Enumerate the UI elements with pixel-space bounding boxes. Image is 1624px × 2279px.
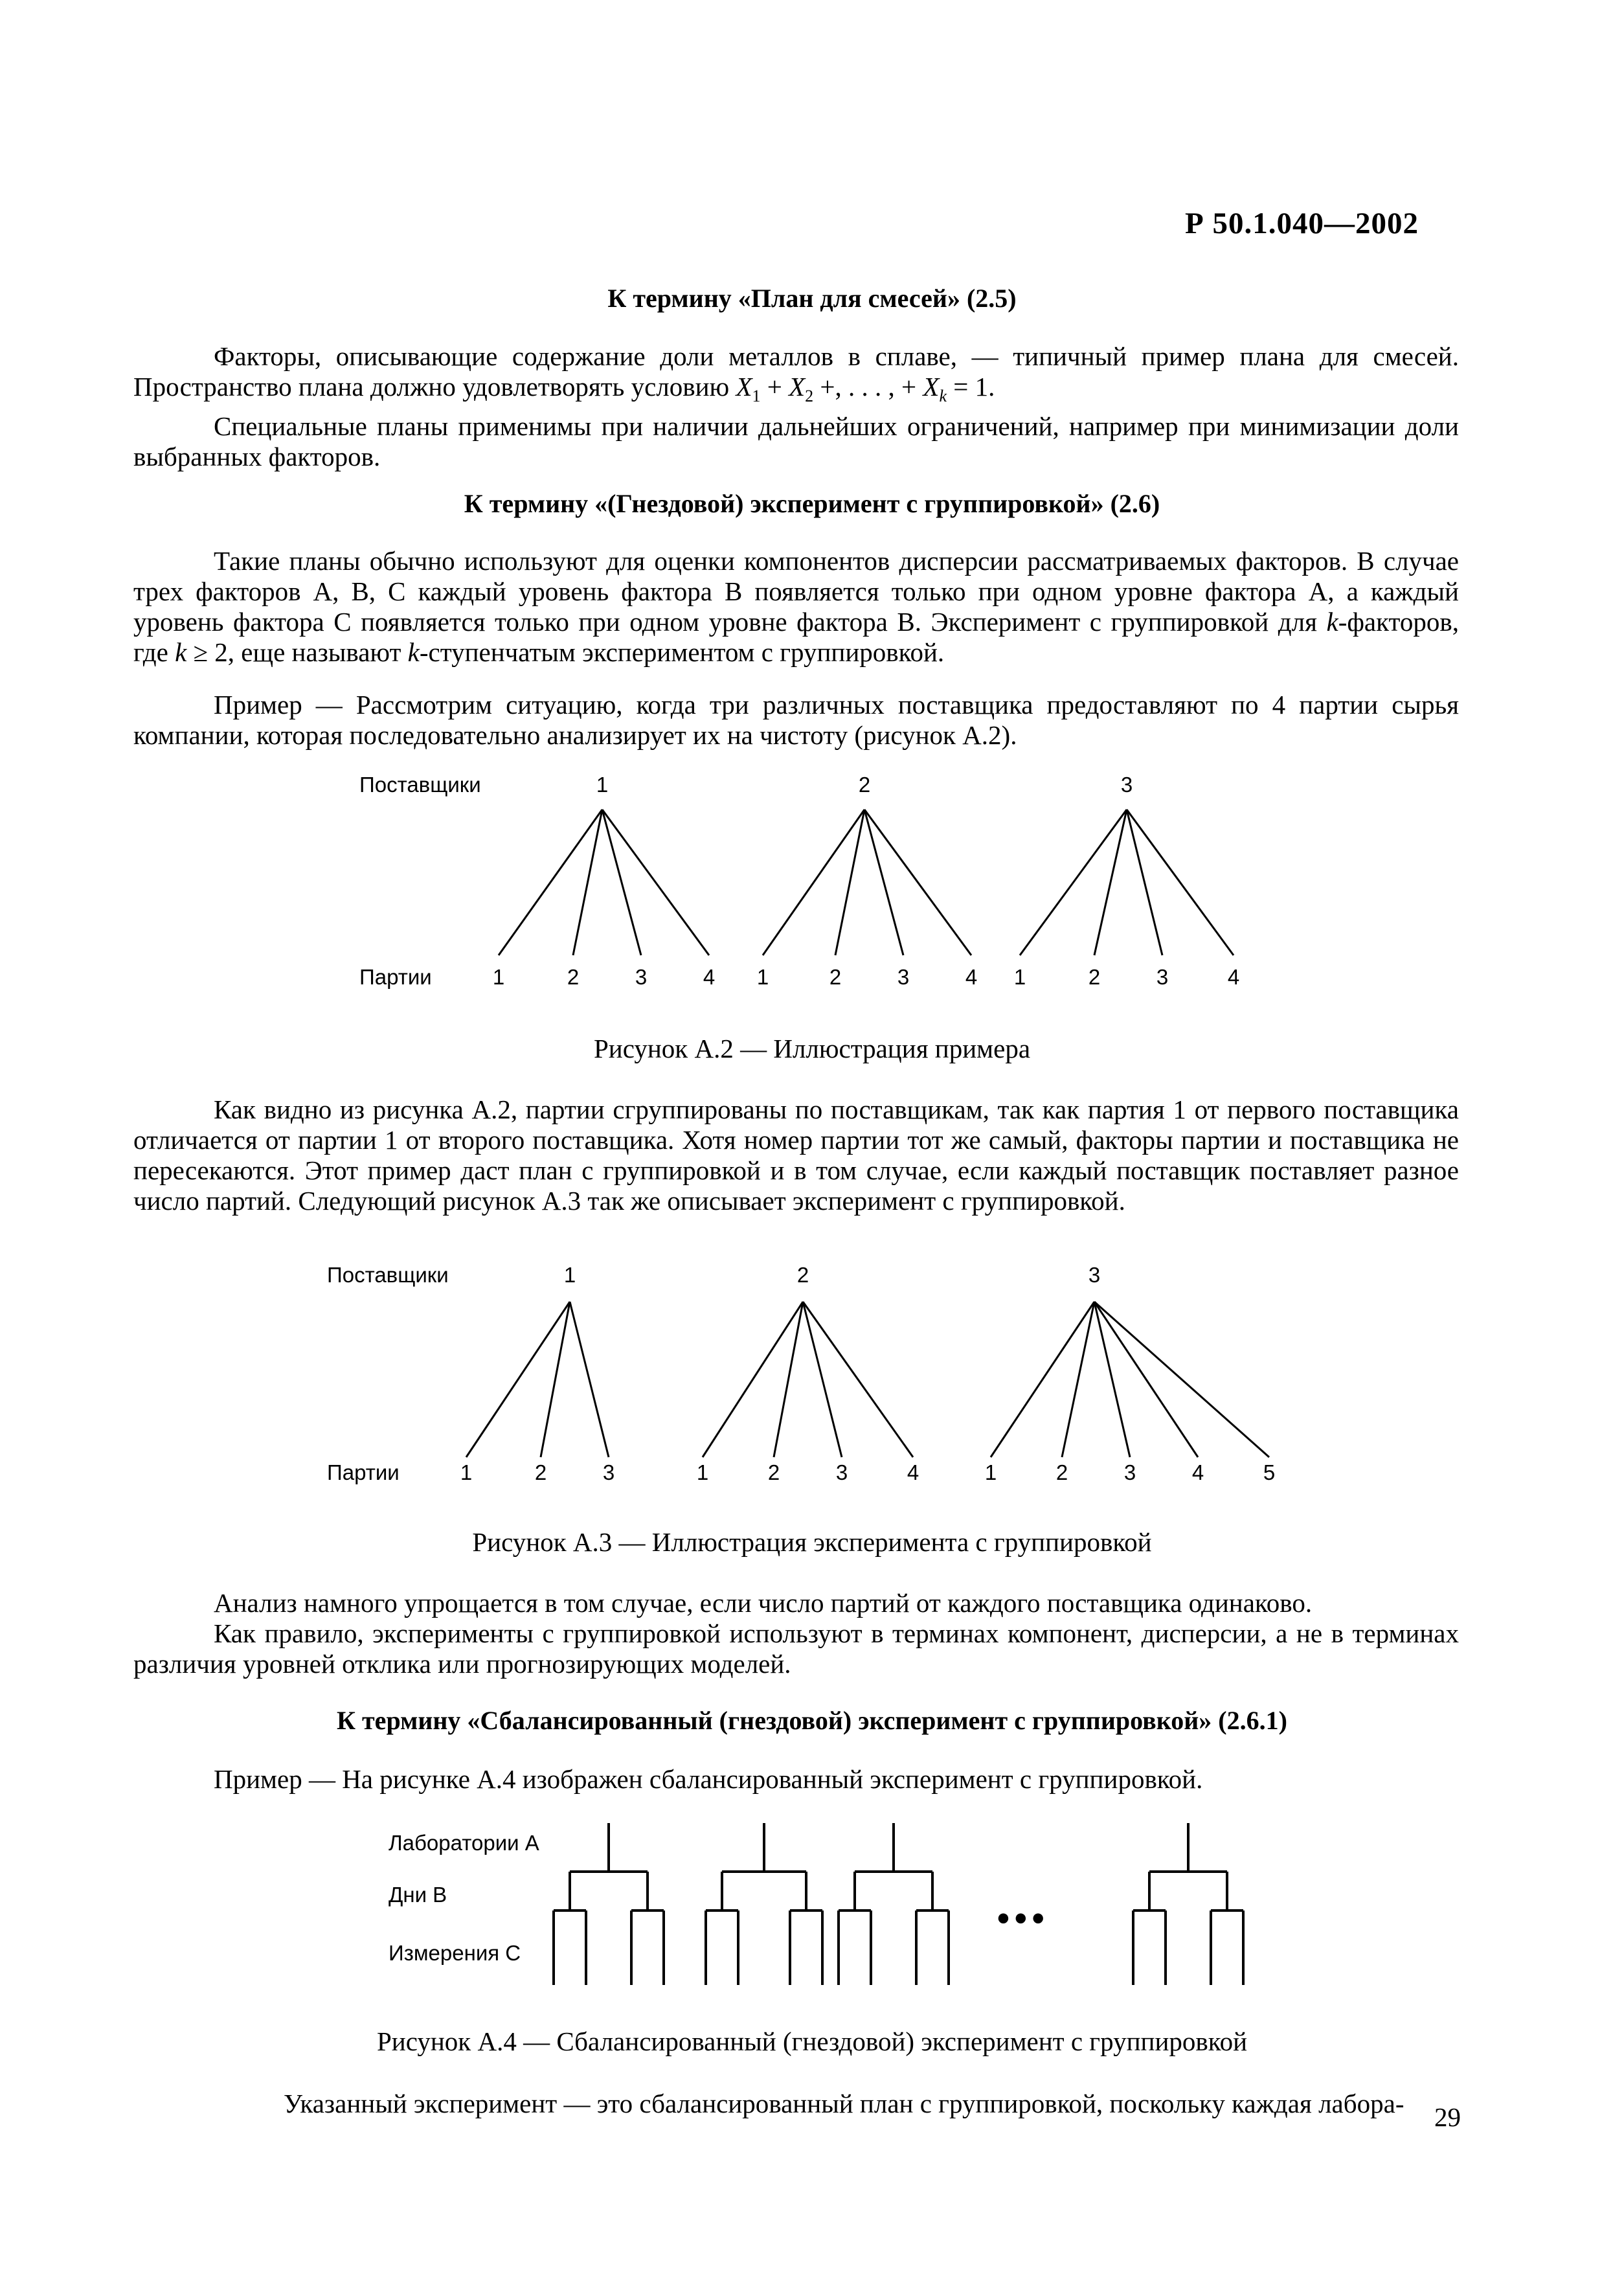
batch-label: 2 <box>534 1460 547 1484</box>
batch-label: 3 <box>1123 1460 1136 1484</box>
tree-branch <box>602 810 709 955</box>
batch-label: 2 <box>829 965 842 989</box>
section2-example <box>133 690 1459 751</box>
section2-para3: Анализ намного упрощается в том случае, если число партий от каждого поставщика одинаково. <box>214 1588 1313 1618</box>
supplier-label: 3 <box>1088 1263 1101 1287</box>
batch-label: 1 <box>696 1460 709 1484</box>
label-suppliers: Поставщики <box>327 1263 449 1287</box>
batch-label: 2 <box>767 1460 780 1484</box>
section2-para3-block <box>133 1588 1459 1679</box>
batch-label: 3 <box>835 1460 848 1484</box>
example-text: Пример — Рассмотрим ситуацию, когда три различных поставщика предоставляют по 4 партии сырья компании, которая последовательно анализирует их на чистоту (рисунок А.2). <box>133 690 1459 750</box>
supplier-label: 2 <box>796 1263 809 1287</box>
section2-para2: Как видно из рисунка А.2, партии сгруппированы по поставщикам, так как партия 1 от первого поставщика отличается от партии 1 от второго поставщика. Хотя номер партии тот же самый, факторы партии и поставщика не пересекаются. Этот пример даст план с группировкой и в том случае, если каждый поставщик поставляет разное число партий. Следующий рисунок А.3 так же описывает эксперимент с группировкой. <box>133 1094 1459 1216</box>
section2-paragraph <box>133 546 1459 668</box>
section1-para2: Специальные планы применимы при наличии дальнейших ограничений, например при минимизации доли выбранных факторов. <box>133 411 1459 472</box>
figure-a2-caption: Рисунок А.2 — Иллюстрация примера <box>593 1034 1031 1063</box>
batch-label: 3 <box>602 1460 615 1484</box>
batch-label: 2 <box>1055 1460 1068 1484</box>
section3-example: Пример — На рисунке А.4 изображен сбалансированный эксперимент с группировкой. <box>214 1764 1203 1794</box>
batch-label: 4 <box>703 965 716 989</box>
batch-label: 4 <box>1191 1460 1204 1484</box>
label-suppliers: Поставщики <box>359 773 481 797</box>
supplier-label: 3 <box>1120 773 1133 797</box>
tree-branch <box>1127 810 1234 955</box>
batch-label: 1 <box>984 1460 997 1484</box>
supplier-label: 2 <box>858 773 871 797</box>
tree-branch <box>864 810 903 955</box>
label-batches: Партии <box>359 965 432 989</box>
tree-branch <box>803 1302 842 1457</box>
tree-branch <box>864 810 971 955</box>
batch-label: 1 <box>1013 965 1026 989</box>
figure-a4-caption: Рисунок А.4 — Сбалансированный (гнездовой) эксперимент с группировкой <box>376 2026 1248 2056</box>
batch-label: 4 <box>1227 965 1240 989</box>
batch-label: 3 <box>635 965 648 989</box>
label-days: Дни В <box>389 1883 447 1907</box>
figure-a4-diagram <box>0 1813 1624 2008</box>
supplier-label: 1 <box>596 773 609 797</box>
figure-a2-tree <box>0 764 1624 1010</box>
tree-branch <box>1127 810 1162 955</box>
supplier-label: 1 <box>563 1263 576 1287</box>
label-labs: Лаборатории А <box>389 1831 539 1855</box>
label-batches: Партии <box>327 1460 400 1484</box>
batch-label: 2 <box>567 965 580 989</box>
section3-example-block <box>133 1764 1459 1795</box>
section3-last-para: Указанный эксперимент — это сбалансированный план с группировкой, поскольку каждая лабора- <box>284 2089 1404 2118</box>
batch-label: 1 <box>492 965 505 989</box>
section2-para2-block <box>133 1094 1459 1216</box>
batch-label: 3 <box>1156 965 1169 989</box>
section-heading-mixture-plan: К термину «План для смесей» (2.5) <box>607 284 1017 313</box>
section-heading-nested-experiment: К термину «(Гнездовой) эксперимент с группировкой» (2.6) <box>464 489 1160 518</box>
section2-para4: Как правило, эксперименты с группировкой используют в терминах компонент, дисперсии, а не в терминах различия уровней отклика или прогнозирующих моделей. <box>133 1618 1459 1679</box>
section-heading-balanced-experiment: К термину «Сбалансированный (гнездовой) эксперимент с группировкой» (2.6.1) <box>337 1706 1287 1735</box>
batch-label: 5 <box>1263 1460 1276 1484</box>
figure-a3-tree <box>0 1250 1624 1496</box>
batch-label: 4 <box>965 965 978 989</box>
batch-label: 2 <box>1088 965 1101 989</box>
page-number: 29 <box>1434 2102 1461 2132</box>
section2-para1: Такие планы обычно используют для оценки компонентов дисперсии рассматриваемых факторов. В случае трех факторов А, В, С каждый уровень фактора В появляется только при одном уровне фактора А, а каждый уровень фактора С появляется только при одном уровне фактора В. Эксперимент с группировкой для k-факторов, где k ≥ 2, еще называют k-ступенчатым экспериментом с группировкой. <box>133 546 1459 667</box>
tree-branch <box>570 1302 609 1457</box>
tree-branch <box>803 1302 913 1457</box>
batch-label: 4 <box>907 1460 919 1484</box>
tree-branch <box>602 810 641 955</box>
section1-paragraph <box>133 341 1459 472</box>
batch-label: 3 <box>897 965 910 989</box>
section3-last-block <box>133 2089 1459 2119</box>
label-measures: Измерения С <box>389 1941 521 1965</box>
section1-para1: Факторы, описывающие содержание доли металлов в сплаве, — типичный пример плана для смесей. Пространство плана должно удовлетворять условию $X_1 + X_2$ +, . . . , + $X_k = 1$. <box>133 341 1459 406</box>
batch-label: 1 <box>460 1460 473 1484</box>
document-number: Р 50.1.040—2002 <box>1185 207 1419 240</box>
batch-label: 1 <box>756 965 769 989</box>
tree-branch <box>1094 1302 1130 1457</box>
ellipsis: ••• <box>997 1899 1050 1938</box>
figure-a3-caption: Рисунок А.3 — Иллюстрация эксперимента с группировкой <box>472 1527 1152 1557</box>
